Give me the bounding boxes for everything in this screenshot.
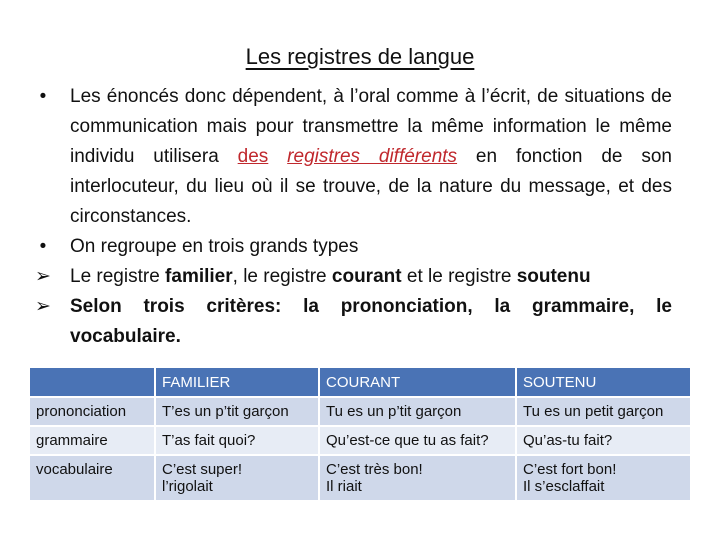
row-label [29,455,155,501]
row-label: grammaire [29,426,155,455]
table-cell [516,455,691,501]
cell-line-1: C’est super! [162,461,243,478]
table-cell: T’as fait quoi? [155,426,319,455]
table-cell: Tu es un p’tit garçon [319,397,516,426]
table-row [29,397,691,426]
bullet-4 [28,292,672,352]
header-familier: FAMILIER [155,367,319,397]
register-table [28,366,692,502]
bullet-3-text-b: , le registre [232,266,332,287]
header-courant: COURANT [319,367,516,397]
table-header-row [29,367,691,397]
row-label-text: vocabulaire [36,461,113,478]
cell-line-2: l’rigolait [162,478,213,495]
term-courant: courant [331,266,402,287]
table-cell [319,455,516,501]
dot-marker: • [39,86,47,107]
header-empty [29,367,155,397]
slide-title [0,44,720,70]
table-cell: Qu’as-tu fait? [516,426,691,455]
table-row [29,455,691,501]
bullet-1-highlight-des: des [237,146,269,167]
bullet-2-text: On regroupe en trois grands types [70,236,359,257]
header-soutenu: SOUTENU [516,367,691,397]
table-cell [155,455,319,501]
arrow-marker: ➢ [35,296,51,317]
term-familier: familier [165,266,233,287]
bullet-1-text-end: en fonction de son interlocuteur, du lieu où il se trouve, de la nature du message, et des circonstances. [70,146,672,227]
cell-line-1: C’est très bon! [326,461,423,478]
term-soutenu: soutenu [516,266,591,287]
bullet-list [28,82,672,352]
table-cell: Tu es un petit garçon [516,397,691,426]
row-label: prononciation [29,397,155,426]
bullet-1 [28,82,672,232]
bullet-1-highlight-registres: registres différents [287,146,458,167]
bullet-1-text: Les énoncés donc dépendent, à l’oral comme à l’écrit, de situations de communication mais pour transmettre la même information le même individu utilisera [70,86,672,167]
bullet-3 [28,262,672,292]
cell-line-2: Il riait [326,478,362,495]
bullet-2 [28,232,672,262]
cell-line-2: Il s’esclaffait [523,478,605,495]
arrow-marker: ➢ [35,266,51,287]
table-row [29,426,691,455]
slide-title-text: Les registres de langue [245,44,475,69]
cell-line-1: C’est fort bon! [523,461,617,478]
table-cell: T’es un p’tit garçon [155,397,319,426]
bullet-3-text-a: Le registre [70,266,166,287]
bullet-4-text: Selon trois critères: la prononciation, la grammaire, le vocabulaire. [70,296,672,347]
bullet-3-text-c: et le registre [401,266,517,287]
dot-marker: • [39,236,47,257]
table-cell: Qu’est-ce que tu as fait? [319,426,516,455]
